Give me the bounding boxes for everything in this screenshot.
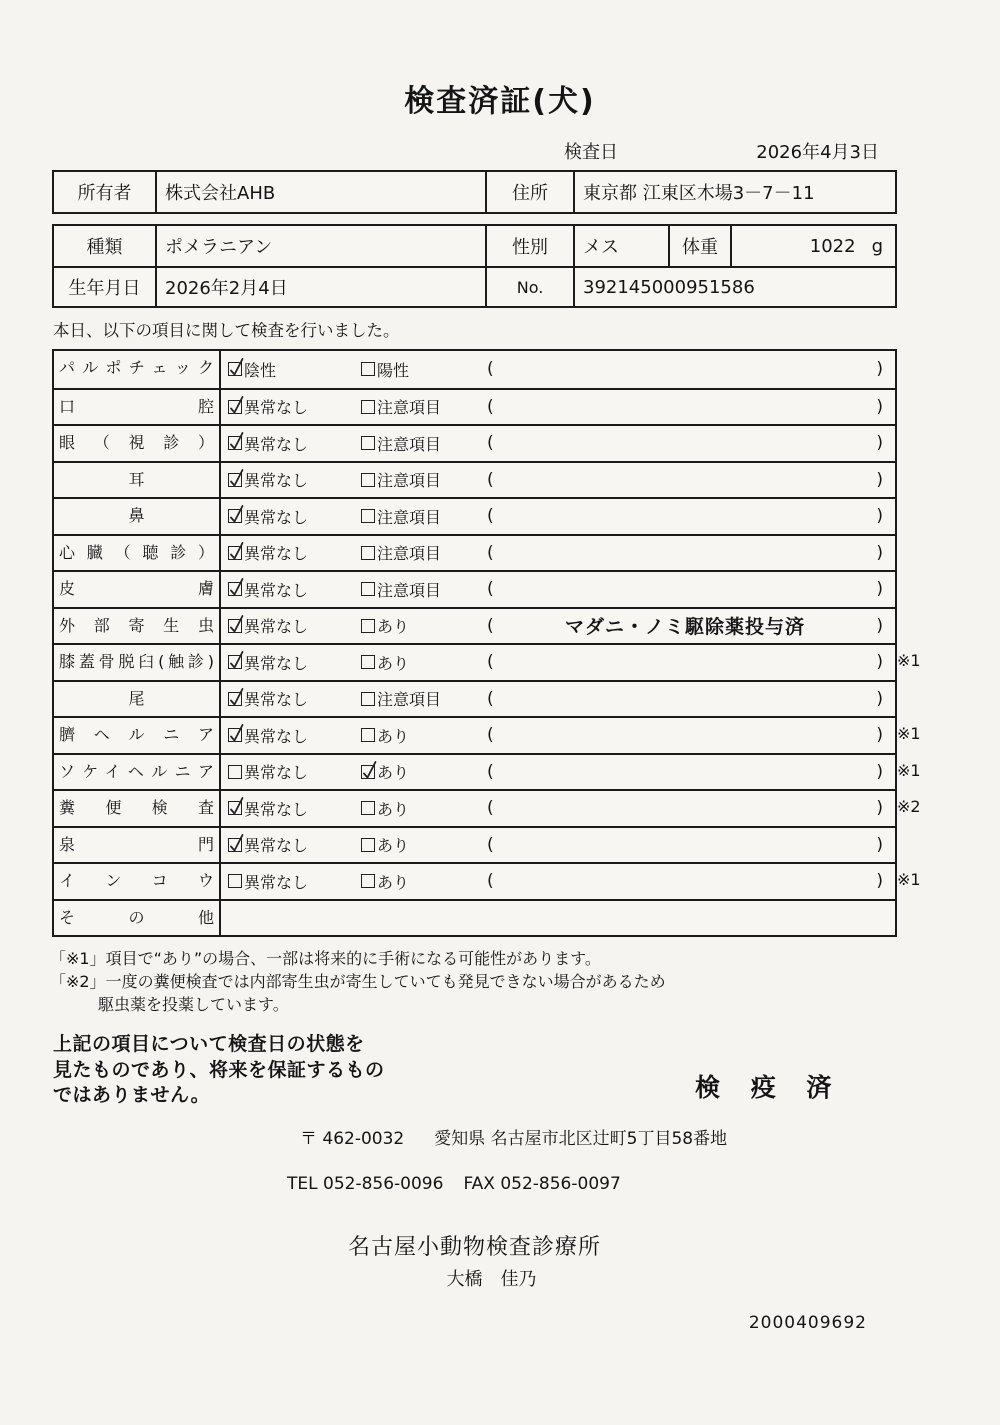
exam-row: [54, 680, 895, 717]
exam-item-label: ソケイヘルニア: [54, 755, 221, 790]
paren-close: ): [876, 506, 883, 527]
option-label: 陽性: [377, 360, 410, 380]
paren-close: ): [876, 688, 883, 709]
remarks-parentheses: [487, 871, 895, 891]
checkbox-icon: [228, 728, 242, 742]
exam-item-label: 耳: [54, 463, 221, 498]
remarks-parentheses: [487, 835, 895, 855]
option-normal: [228, 687, 361, 710]
exam-row-body: [221, 536, 895, 571]
exam-row: [54, 424, 895, 461]
option-label: 注意項目: [377, 544, 442, 564]
address-value: 東京都 江東区木場3－7－11: [583, 183, 815, 204]
footnote-3: 駆虫薬を投薬しています。: [50, 995, 289, 1014]
exam-row-body: [221, 755, 895, 790]
no-label: No.: [487, 268, 575, 306]
paren-open: (: [487, 433, 494, 454]
exam-row: [54, 461, 895, 498]
exam-row: [54, 826, 895, 863]
exam-row: [54, 862, 921, 899]
option-normal: [228, 833, 361, 856]
checkbox-icon: [361, 801, 375, 815]
owner-info-table: [52, 170, 897, 214]
exam-row-body: [221, 351, 895, 388]
checkmark-icon: [228, 619, 244, 635]
option-abnormal: [361, 432, 487, 455]
option-normal: [228, 614, 361, 637]
postal-code: 〒 462-0032: [300, 1129, 405, 1149]
clinic-postal-row: [300, 1124, 1000, 1149]
checkmark-icon: [228, 728, 244, 744]
paren-open: (: [487, 615, 494, 636]
exam-row: [54, 497, 895, 534]
exam-row-body: [221, 463, 895, 498]
checkbox-icon: [361, 400, 375, 414]
checkmark-icon: [228, 509, 244, 525]
option-abnormal: [361, 724, 487, 747]
checkbox-icon: [361, 838, 375, 852]
checkbox-icon: [228, 874, 242, 888]
option-label: あり: [377, 653, 410, 673]
exam-row: [54, 789, 921, 826]
exam-item-label: その他: [54, 901, 221, 936]
checkbox-icon: [361, 728, 375, 742]
exam-item-label: 外部寄生虫: [54, 609, 221, 644]
exam-row-body: [221, 645, 895, 680]
option-label: あり: [377, 799, 410, 819]
checkbox-icon: [361, 509, 375, 523]
row-footnote-mark: ※1: [897, 651, 921, 670]
weight-label: 体重: [670, 226, 732, 266]
checkmark-icon: [228, 655, 244, 671]
exam-row: [54, 388, 895, 425]
exam-row: [54, 607, 895, 644]
footnotes-block: [50, 947, 1000, 1016]
option-abnormal: [361, 468, 487, 491]
checkbox-icon: [361, 362, 375, 376]
exam-item-label: 鼻: [54, 499, 221, 534]
owner-value: 株式会社AHB: [157, 172, 487, 212]
exam-row: [54, 753, 921, 790]
checkbox-icon: [228, 619, 242, 633]
option-abnormal: [361, 578, 487, 601]
checkbox-icon: [361, 473, 375, 487]
checkmark-icon: [228, 546, 244, 562]
sex-label: 性別: [487, 226, 575, 266]
remarks-parentheses: [487, 689, 895, 709]
exam-row-body: [221, 390, 895, 425]
remarks-parentheses: [487, 543, 895, 563]
checkbox-icon: [228, 546, 242, 560]
exam-table: [52, 349, 921, 937]
veterinarian-name: 大橋 佳乃: [446, 1269, 537, 1290]
inspection-date-label: 検査日: [564, 142, 618, 163]
paren-open: (: [487, 834, 494, 855]
exam-item-label: 糞便検査: [54, 791, 221, 826]
option-label: 異常なし: [244, 398, 309, 418]
option-normal: [228, 505, 361, 528]
option-label: 異常なし: [244, 580, 309, 600]
exam-item-label: 泉門: [54, 828, 221, 863]
page-title: 検査済証(犬): [404, 84, 596, 119]
weight-unit: g: [871, 235, 883, 257]
exam-row-body: [221, 828, 895, 863]
option-normal: [228, 578, 361, 601]
option-label: 異常なし: [244, 471, 309, 491]
checkbox-icon: [228, 765, 242, 779]
paren-open: (: [487, 798, 494, 819]
checkbox-icon: [228, 362, 242, 376]
address-label: 住所: [487, 172, 575, 212]
remarks-parentheses: [487, 612, 895, 639]
checkbox-icon: [228, 473, 242, 487]
paren-close: ): [876, 798, 883, 819]
checkbox-icon: [228, 801, 242, 815]
checkbox-icon: [228, 655, 242, 669]
option-label: 注意項目: [377, 471, 442, 491]
exam-item-label: 皮膚: [54, 572, 221, 607]
footnote-1: 「※1」項目で“あり”の場合、一部は将来的に手術になる可能性があります。: [50, 949, 601, 968]
remarks-parentheses: [487, 470, 895, 490]
exam-item-label: 心臓（聴診）: [54, 536, 221, 571]
option-normal: [228, 870, 361, 893]
checkmark-icon: [228, 801, 244, 817]
option-label: 異常なし: [244, 617, 309, 637]
exam-row-body: [221, 864, 895, 899]
option-label: 注意項目: [377, 690, 442, 710]
paren-close: ): [876, 579, 883, 600]
option-normal: [228, 724, 361, 747]
option-label: 注意項目: [377, 434, 442, 454]
exam-row-body: [221, 901, 895, 936]
option-label: 異常なし: [244, 690, 309, 710]
option-abnormal: [361, 614, 487, 637]
checkmark-icon: [228, 838, 244, 854]
paren-close: ): [876, 542, 883, 563]
clinic-name: 名古屋小動物検査診療所: [347, 1235, 601, 1260]
checkbox-icon: [361, 874, 375, 888]
paren-open: (: [487, 725, 494, 746]
option-abnormal: [361, 651, 487, 674]
owner-label: 所有者: [54, 172, 157, 212]
option-label: 異常なし: [244, 799, 309, 819]
option-label: 異常なし: [244, 653, 309, 673]
option-label: 異常なし: [244, 726, 309, 746]
checkbox-icon: [361, 582, 375, 596]
exam-item-label: 尾: [54, 682, 221, 717]
checkmark-icon: [228, 692, 244, 708]
exam-item-label: インコウ: [54, 864, 221, 899]
weight-value-cell: [732, 226, 895, 266]
checkbox-icon: [361, 655, 375, 669]
checkmark-icon: [228, 362, 244, 378]
exam-row: [54, 534, 895, 571]
exam-row-body: [221, 682, 895, 717]
paren-close: ): [876, 359, 883, 380]
checkbox-icon: [361, 619, 375, 633]
exam-row-body: [221, 609, 895, 644]
exam-row-body: [221, 572, 895, 607]
paren-open: (: [487, 469, 494, 490]
inspection-date-value: 2026年4月3日: [756, 142, 879, 163]
remarks-parentheses: [487, 725, 895, 745]
exam-item-label: 口腔: [54, 390, 221, 425]
exam-row-body: [221, 791, 895, 826]
statement-line-1: 上記の項目について検査日の状態を: [53, 1033, 365, 1055]
checkmark-icon: [228, 473, 244, 489]
option-abnormal: [361, 687, 487, 710]
paren-open: (: [487, 688, 494, 709]
paren-close: ): [876, 652, 883, 673]
option-label: 異常なし: [244, 763, 309, 783]
paren-close: ): [876, 615, 883, 636]
option-label: 異常なし: [244, 544, 309, 564]
option-abnormal: [361, 760, 487, 783]
option-abnormal: [361, 505, 487, 528]
option-normal: [228, 358, 361, 381]
option-abnormal: [361, 870, 487, 893]
checkbox-icon: [361, 546, 375, 560]
paren-open: (: [487, 542, 494, 563]
paren-open: (: [487, 652, 494, 673]
option-normal: [228, 541, 361, 564]
option-normal: [228, 651, 361, 674]
checkbox-icon: [228, 509, 242, 523]
clinic-fax: FAX 052-856-0097: [463, 1174, 621, 1194]
option-label: あり: [377, 872, 410, 892]
paren-close: ): [876, 761, 883, 782]
option-normal: [228, 468, 361, 491]
paren-close: ): [876, 396, 883, 417]
remarks-parentheses: [487, 397, 895, 417]
checkbox-icon: [228, 582, 242, 596]
option-label: 異常なし: [244, 434, 309, 454]
exam-row-body: [221, 426, 895, 461]
row-footnote-mark: ※1: [897, 760, 921, 780]
exam-row: [54, 899, 895, 936]
option-label: 異常なし: [244, 836, 309, 856]
option-abnormal: [361, 541, 487, 564]
option-label: 異常なし: [244, 872, 309, 892]
option-normal: [228, 395, 361, 418]
checkmark-icon: [228, 436, 244, 452]
paren-close: ): [876, 433, 883, 454]
no-value: 392145000951586: [583, 276, 755, 298]
row-footnote-mark: ※2: [897, 797, 921, 816]
breed-label: 種類: [54, 226, 157, 266]
option-label: 陰性: [244, 360, 277, 380]
remarks-text: マダニ・ノミ駆除薬投与済: [564, 616, 805, 639]
option-abnormal: [361, 797, 487, 820]
remarks-parentheses: [487, 359, 895, 379]
birth-value: 2026年2月4日: [157, 268, 487, 306]
weight-value: 1022: [809, 235, 856, 257]
checkbox-icon: [361, 692, 375, 706]
option-abnormal: [361, 358, 487, 381]
checkbox-icon: [361, 436, 375, 450]
remarks-parentheses: [487, 579, 895, 599]
paren-open: (: [487, 761, 494, 782]
option-abnormal: [361, 395, 487, 418]
option-label: あり: [377, 836, 410, 856]
checkbox-icon: [228, 692, 242, 706]
birth-label: 生年月日: [54, 268, 157, 306]
checkmark-icon: [361, 765, 377, 781]
breed-value: ポメラニアン: [157, 226, 487, 266]
statement-section: [53, 1032, 898, 1114]
paren-close: ): [876, 469, 883, 490]
sex-value: メス: [575, 226, 670, 266]
option-label: 注意項目: [377, 398, 442, 418]
paren-close: ): [876, 725, 883, 746]
checkbox-icon: [361, 765, 375, 779]
statement-line-3: ではありません。: [53, 1084, 211, 1106]
animal-info-table: [52, 224, 897, 308]
paren-close: ): [876, 834, 883, 855]
clinic-telfax-row: [287, 1174, 1000, 1194]
quarantine-stamp: 検 疫 済: [695, 1073, 843, 1102]
exam-row-body: [221, 718, 895, 753]
remarks-parentheses: [487, 506, 895, 526]
option-normal: [228, 760, 361, 783]
paren-close: ): [876, 871, 883, 892]
remarks-parentheses: [487, 762, 895, 782]
row-footnote-mark: ※1: [897, 724, 921, 743]
checkbox-icon: [228, 436, 242, 450]
paren-open: (: [487, 871, 494, 892]
paren-open: (: [487, 396, 494, 417]
option-abnormal: [361, 833, 487, 856]
footnote-2: 「※2」一度の糞便検査では内部寄生虫が寄生していても発見できない場合があるため: [50, 972, 666, 991]
clinic-address: 愛知県 名古屋市北区辻町5丁目58番地: [434, 1129, 728, 1149]
checkbox-icon: [228, 400, 242, 414]
option-label: 異常なし: [244, 507, 309, 527]
exam-row: [54, 643, 921, 680]
serial-number: 2000409692: [748, 1313, 867, 1333]
inspection-date-row: [52, 138, 897, 164]
option-label: 注意項目: [377, 580, 442, 600]
statement-line-2: 見たものであり、将来を保証するもの: [53, 1058, 385, 1081]
checkmark-icon: [228, 400, 244, 416]
exam-item-label: 眼（視診）: [54, 426, 221, 461]
option-label: あり: [377, 726, 410, 746]
option-label: あり: [377, 617, 410, 637]
option-normal: [228, 797, 361, 820]
paren-open: (: [487, 579, 494, 600]
exam-item-label: 臍ヘルニア: [54, 718, 221, 753]
checkbox-icon: [228, 838, 242, 852]
paren-open: (: [487, 359, 494, 380]
paren-open: (: [487, 506, 494, 527]
exam-row: [54, 570, 895, 607]
exam-row-body: [221, 499, 895, 534]
checkmark-icon: [228, 582, 244, 598]
remarks-parentheses: [487, 798, 895, 818]
clinic-tel: TEL 052-856-0096: [287, 1174, 444, 1194]
row-footnote-mark: ※1: [897, 870, 921, 889]
remarks-parentheses: [487, 433, 895, 453]
option-normal: [228, 432, 361, 455]
intro-sentence: 本日、以下の項目に関して検査を行いました。: [53, 321, 400, 340]
exam-row: [54, 351, 895, 388]
remarks-parentheses: [487, 652, 895, 672]
option-label: あり: [377, 763, 410, 783]
exam-row: [54, 716, 921, 753]
option-label: 注意項目: [377, 507, 442, 527]
exam-item-label: パルポチェック: [54, 351, 221, 388]
exam-item-label: 膝蓋骨脱臼(触診): [54, 645, 221, 680]
